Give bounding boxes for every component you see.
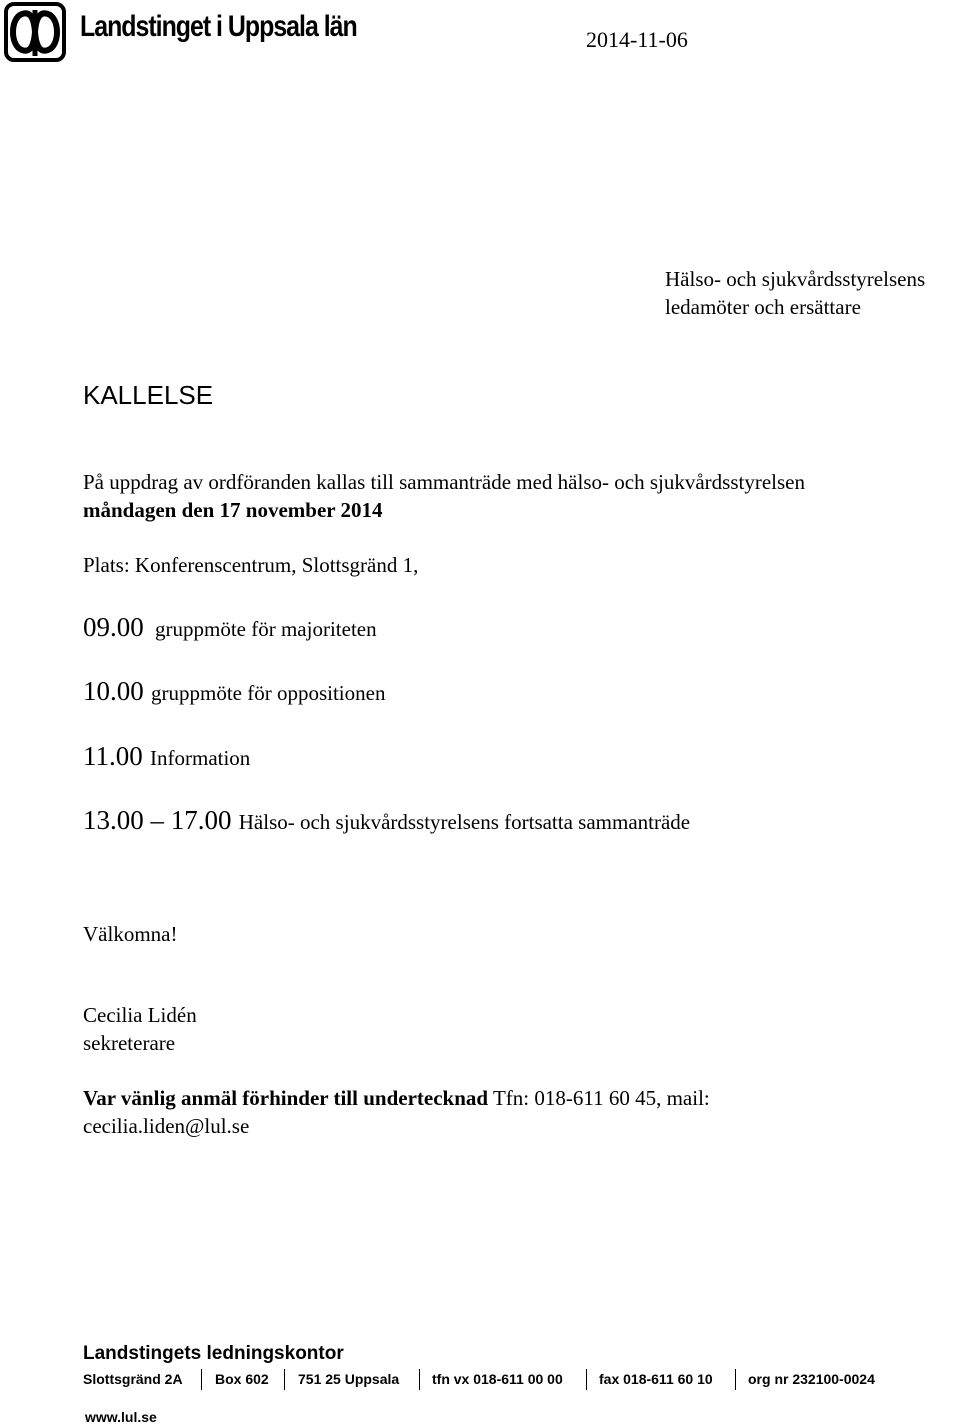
agenda-item bbox=[83, 676, 385, 707]
footer-separator bbox=[586, 1369, 587, 1390]
agenda-time: 11.00 bbox=[83, 741, 143, 771]
footer-separator bbox=[735, 1369, 736, 1390]
footer-title: Landstingets ledningskontor bbox=[83, 1343, 344, 1364]
footer-fax: fax 018-611 60 10 bbox=[599, 1371, 713, 1387]
footer-separator bbox=[201, 1369, 202, 1390]
agenda-activity: Information bbox=[150, 746, 251, 770]
meeting-date: måndagen den 17 november 2014 bbox=[83, 498, 383, 522]
footer-postal: 751 25 Uppsala bbox=[298, 1371, 400, 1387]
recipient-line-1: Hälso- och sjukvårdsstyrelsens bbox=[665, 267, 926, 291]
agenda-item bbox=[83, 805, 690, 836]
footer-phone: tfn vx 018-611 00 00 bbox=[432, 1371, 563, 1387]
agenda-activity: gruppmöte för majoriteten bbox=[155, 617, 377, 641]
agenda-item bbox=[83, 612, 377, 643]
absence-notice-bold: Var vänlig anmäl förhinder till undertecknad bbox=[83, 1086, 489, 1110]
footer-org-number: org nr 232100-0024 bbox=[748, 1371, 875, 1387]
signature-role: sekreterare bbox=[83, 1031, 176, 1055]
agenda-item bbox=[83, 741, 250, 772]
intro-line-1: På uppdrag av ordföranden kallas till sammanträde med hälso- och sjukvårdsstyrelsen bbox=[83, 470, 805, 494]
org-name: Landstinget i Uppsala län bbox=[80, 10, 357, 43]
recipient-line-2: ledamöter och ersättare bbox=[665, 295, 861, 319]
contact-email: cecilia.liden@lul.se bbox=[83, 1114, 250, 1138]
agenda-activity: gruppmöte för oppositionen bbox=[151, 681, 386, 705]
footer-separator bbox=[419, 1369, 420, 1390]
document-title: KALLELSE bbox=[83, 380, 214, 410]
agenda-activity: Hälso- och sjukvårdsstyrelsens fortsatta sammanträde bbox=[238, 810, 691, 834]
welcome-text: Välkomna! bbox=[83, 922, 178, 946]
footer-separator bbox=[284, 1369, 285, 1390]
footer-box: Box 602 bbox=[215, 1371, 269, 1387]
logo-emblem-icon bbox=[4, 2, 66, 62]
footer-website: www.lul.se bbox=[85, 1409, 157, 1425]
absence-notice bbox=[83, 1086, 710, 1111]
meeting-place: Plats: Konferenscentrum, Slottsgränd 1, bbox=[83, 553, 419, 577]
footer-address: Slottsgränd 2A bbox=[83, 1371, 183, 1387]
signature-name: Cecilia Lidén bbox=[83, 1003, 197, 1027]
agenda-time: 10.00 bbox=[83, 676, 144, 706]
absence-notice-contact: Tfn: 018-611 60 45, mail: bbox=[488, 1086, 710, 1110]
document-date: 2014-11-06 bbox=[586, 27, 688, 52]
agenda-time: 09.00 bbox=[83, 612, 144, 642]
agenda-time: 13.00 – 17.00 bbox=[83, 805, 232, 835]
